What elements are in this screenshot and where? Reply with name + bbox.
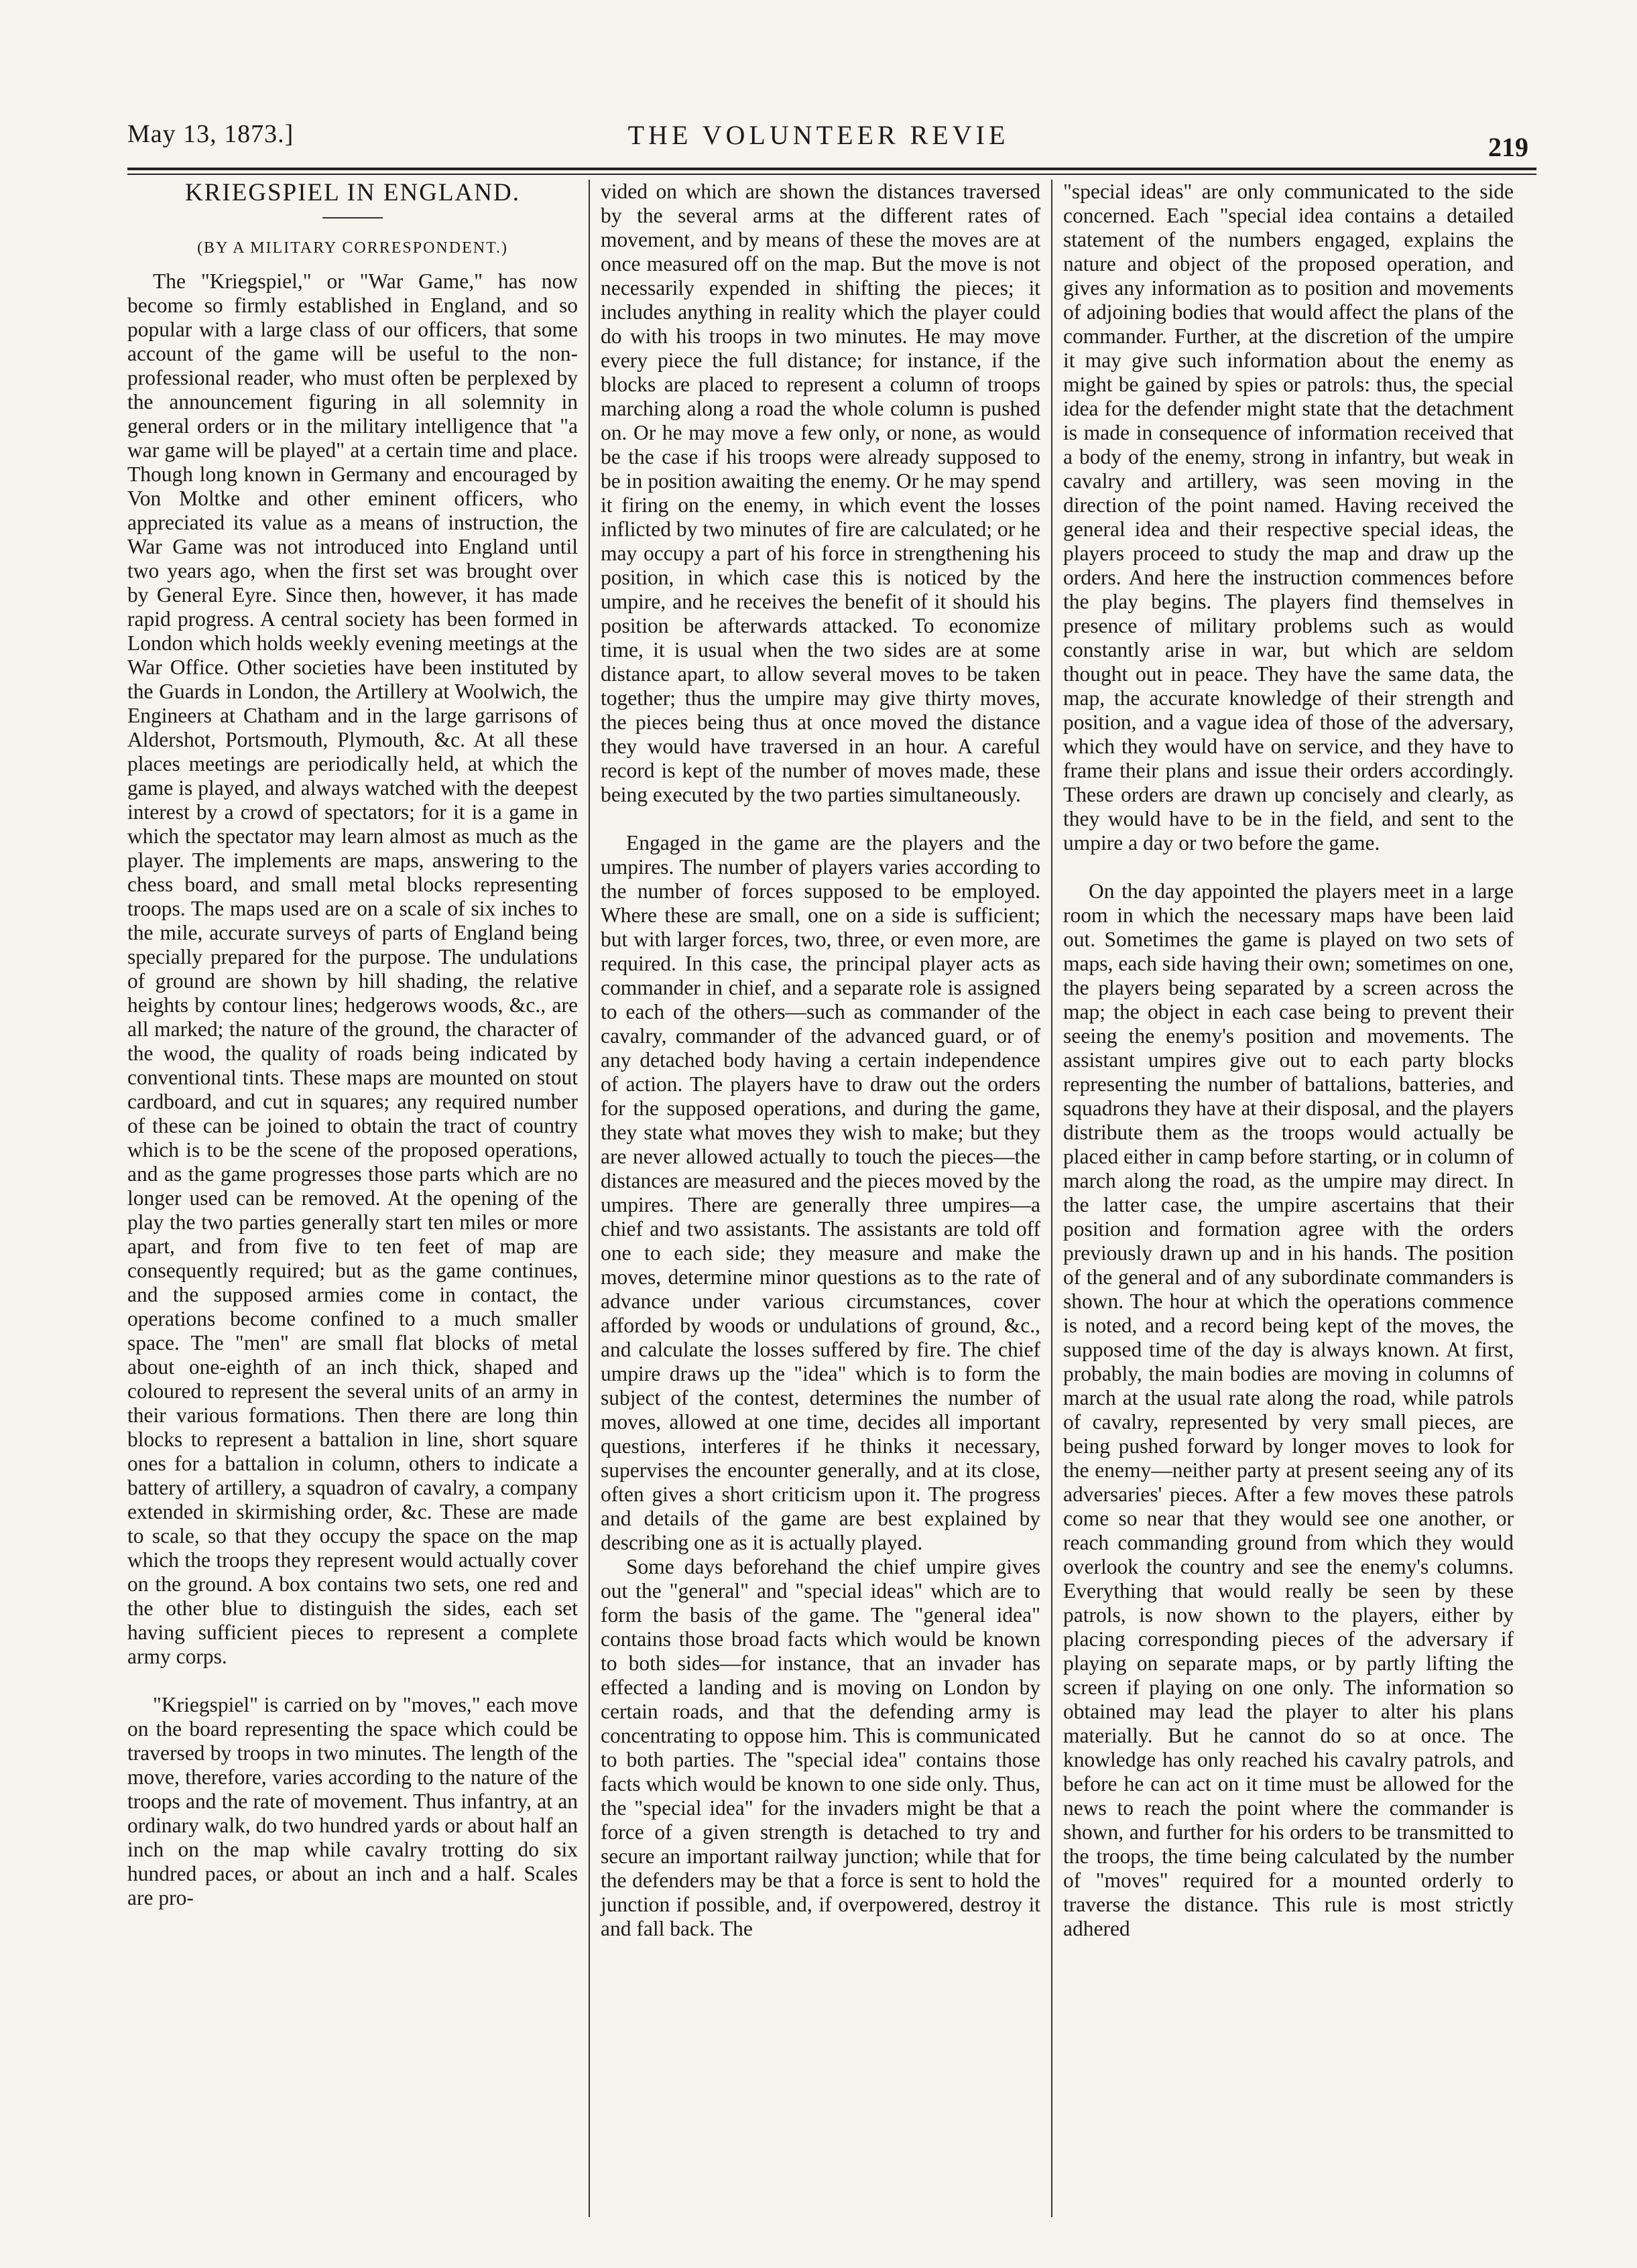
paragraph: Engaged in the game are the players and the umpires. The number of players varies according to the number of forces supposed to be employed. Where these are small, one on a side is sufficient; but with larger forces, two, three, or even more, are required. In this case, the principal player acts as commander in chief, and a separate role is assigned to each of the others—such as commander of the cavalry, commander of the advanced guard, or of any detached body having a certain independence of action. The players have to draw out the orders for the supposed operations, and during the game, they state what moves they wish to make; but they are never allowed actually to touch the pieces—the distances are measured and the pieces moved by the umpires. There are generally three umpires—a chief and two assistants. The assistants are told off one to each side; they measure and make the moves, determine minor questions as to the rate of advance under various circumstances, cover afforded by woods or undulations of ground, &c., and calculate the losses suffered by fire. The chief umpire draws up the "idea" which is to form the subject of the contest, determines the number of moves, allowed at one time, decides all important questions, interferes if he thinks it necessary, supervises the encounter generally, and at its close, often gives a short criticism upon it. The progress and details of the game are best explained by describing one as it is actually played. xyxy=(601,831,1040,1554)
article-columns xyxy=(127,180,1543,2217)
column-2 xyxy=(590,180,1051,2217)
paragraph: vided on which are shown the distances traversed by the several arms at the different rates of movement, and by means of these the moves are at once measured off on the map. But the move is not necessarily expended in shifting the pieces; it includes anything in reality which the player could do with his troops in two minutes. He may move every piece the full distance; for instance, if the blocks are placed to represent a column of troops marching along a road the whole column is pushed on. Or he may move a few only, or none, as would be the case if his troops were already supposed to be in position awaiting the enemy. Or he may spend it firing on the enemy, in which event the losses inflicted by two minutes of fire are calculated; or he may occupy a part of his force in strengthening his position, in which case this is noticed by the umpire, and he receives the benefit of it should his position be afterwards attacked. To economize time, it is usual when the two sides are at some distance apart, to allow several moves to be taken together; thus the umpire may give thirty moves, the pieces being thus at once moved the distance they would have traversed in an hour. A careful record is kept of the number of moves made, these being executed by the two parties simultaneously. xyxy=(601,180,1040,806)
publication-title: THE VOLUNTEER REVIE xyxy=(627,120,1010,150)
headline-rule xyxy=(322,217,383,218)
issue-date: May 13, 1873.] xyxy=(127,120,294,148)
column-3 xyxy=(1052,180,1514,2217)
article-headline: KRIEGSPIEL IN ENGLAND. xyxy=(185,180,520,206)
page-number: 219 xyxy=(1488,132,1528,162)
paragraph: The "Kriegspiel," or "War Game," has now become so firmly established in England, and so popular with a large class of our officers, that some account of the game will be useful to the non-professional reader, who must often be perplexed by the announcement figuring in all solemnity in general orders or in the military intelligence that "a war game will be played" at a certain time and place. Though long known in Germany and encouraged by Von Moltke and other eminent officers, who appreciated its value as a means of instruction, the War Game was not introduced into England until two years ago, when the first set was brought over by General Eyre. Since then, however, it has made rapid progress. A central society has been formed in London which holds weekly evening meetings at the War Office. Other societies have been instituted by the Guards in London, the Artillery at Woolwich, the Engineers at Chatham and in the large garrisons of Aldershot, Portsmouth, Plymouth, &c. At all these places meetings are periodically held, at which the game is played, and always watched with the deepest interest by a crowd of spectators; for it is a game in which the spectator may learn almost as much as the player. The implements are maps, answering to the chess board, and small metal blocks representing troops. The maps used are on a scale of six inches to the mile, accurate surveys of parts of England being specially prepared for the purpose. The undulations of ground are shown by hill shading, the relative heights by contour lines; hedgerows woods, &c., are all marked; the nature of the ground, the character of the wood, the quality of roads being indicated by conventional tints. These maps are mounted on stout cardboard, and cut in squares; any required number of these can be joined to obtain the tract of country which is to be the scene of the proposed operations, and as the game progresses those parts which are no longer used can be removed. At the opening of the play the two parties generally start ten miles or more apart, and from five to ten feet of map are consequently required; but as the game continues, and the supposed armies come in contact, the operations become confined to a much smaller space. The "men" are small flat blocks of metal about one-eighth of an inch thick, shaped and coloured to represent the several units of an army in their various formations. Then there are long thin blocks to represent a battalion in line, short square ones for a battalion in column, others to indicate a battery of artillery, a squadron of cavalry, a company extended in skirmishing order, &c. These are made to scale, so that they occupy the space on the map which the troops they represent would actually cover on the ground. A box contains two sets, one red and the other blue to distinguish the sides, each set having sufficient pieces to represent a complete army corps. xyxy=(127,269,578,1668)
paragraph: "Kriegspiel" is carried on by "moves," each move on the board representing the space which could be traversed by troops in two minutes. The length of the move, therefore, varies according to the nature of the troops and the rate of movement. Thus infantry, at an ordinary walk, do two hundred yards or about half an inch on the map while cavalry trotting do six hundred paces, or about an inch and a half. Scales are pro- xyxy=(127,1693,578,1909)
article-byline: (BY A MILITARY CORRESPONDENT.) xyxy=(197,239,508,257)
masthead-rule-thick xyxy=(127,168,1536,170)
column-1 xyxy=(127,180,589,2217)
masthead xyxy=(127,119,1528,166)
paragraph: Some days beforehand the chief umpire gives out the "general" and "special ideas" which are to form the basis of the game. The "general idea" contains those broad facts which would be known to both sides—for instance, that an invader has effected a landing and is moving on London by certain roads, and that the defending army is concentrating to oppose him. This is communicated to both parties. The "special idea" contains those facts which would be known to one side only. Thus, the "special idea" for the invaders might be that a force of a given strength is detached to try and secure an important railway junction; while that for the defenders may be that a force is sent to hold the junction if possible, and, if overpowered, destroy it and fall back. The xyxy=(601,1555,1040,1940)
masthead-rule-thin xyxy=(127,174,1536,175)
paragraph: "special ideas" are only communicated to the side concerned. Each "special idea contains a detailed statement of the numbers engaged, explains the nature and object of the proposed operation, and gives any information as to position and movements of adjoining bodies that would affect the plans of the commander. Further, at the discretion of the umpire it may give such information about the enemy as might be gained by spies or patrols: thus, the special idea for the defender might state that the detachment is made in consequence of information received that a body of the enemy, strong in infantry, but weak in cavalry and artillery, was seen moving in the direction of the point named. Having received the general idea and their respective special ideas, the players proceed to study the map and draw up the orders. And here the instruction commences before the play begins. The players find themselves in presence of military problems such as would constantly arise in war, but which are seldom thought out in peace. They have the same data, the map, the accurate knowledge of their strength and position, and a vague idea of those of the adversary, which they would have on service, and they have to frame their plans and issue their orders accordingly. These orders are drawn up concisely and clearly, as they would have to be in the field, and sent to the umpire a day or two before the game. xyxy=(1063,180,1514,855)
paragraph: On the day appointed the players meet in a large room in which the necessary maps have been laid out. Sometimes the game is played on two sets of maps, each side having their own; sometimes on one, the players being separated by a screen across the map; the object in each case being to prevent their seeing the enemy's position and movements. The assistant umpires give out to each party blocks representing the number of battalions, batteries, and squadrons they have at their disposal, and the players distribute them as the troops would actually be placed either in camp before starting, or in column of march along the road, as the umpire may direct. In the latter case, the umpire ascertains that their position and formation agree with the orders previously drawn up and in his hands. The position of the general and of any subordinate commanders is shown. The hour at which the operations commence is noted, and a record being kept of the moves, the supposed time of the day is always known. At first, probably, the main bodies are moving in columns of march at the usual rate along the road, while patrols of cavalry, represented by very small pieces, are being pushed forward by longer moves to look for the enemy—neither party at present seeing any of its adversaries' pieces. After a few moves these patrols come so near that they would see one another, or reach commanding ground from which they would overlook the country and see the enemy's columns. Everything that would really be seen by these patrols, is now shown to the players, either by placing corresponding pieces of the adversary if playing on separate maps, or by partly lifting the screen if playing on one only. The information so obtained may lead the player to alter his plans materially. But he cannot do so at once. The knowledge has only reached his cavalry patrols, and before he can act on it time must be allowed for the news to reach the point where the commander is shown, and further for his orders to be transmitted to the troops, the time being calculated by the number of "moves" required for a mounted orderly to traverse the distance. This rule is most strictly adhered xyxy=(1063,879,1514,1940)
